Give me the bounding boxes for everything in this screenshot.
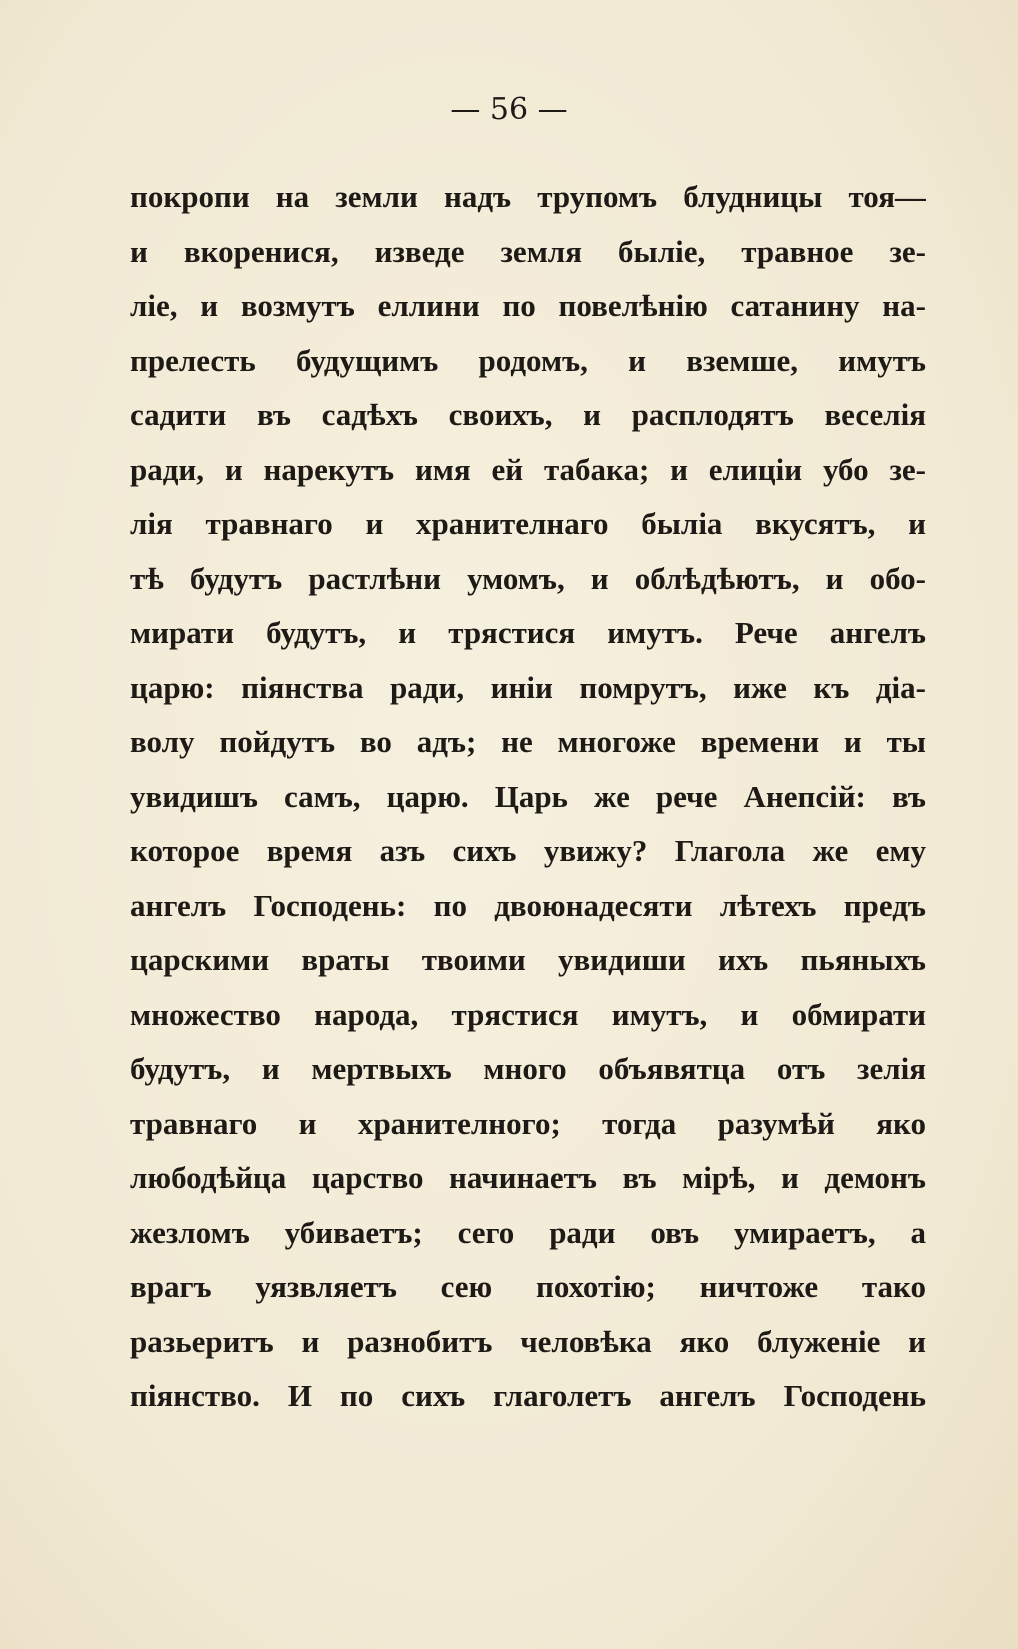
text-line: ради, и нарекутъ имя ей табака; и елицiи убо зе-: [130, 451, 926, 487]
text-line: волу пойдутъ во адъ; не многоже времени и ты: [130, 724, 926, 759]
text-line: мирати будутъ, и трястися имутъ. Рече ангелъ: [130, 615, 926, 650]
text-line: жезломъ убиваетъ; сего ради овъ умираетъ, а: [130, 1214, 926, 1250]
text-line: царю: піянства ради, иніи помрутъ, иже къ діа-: [130, 669, 926, 705]
text-line: травнаго и хранителного; тогда разумѣй яко: [130, 1105, 926, 1141]
text-line: покропи на земли надъ трупомъ блудницы тоя—: [130, 179, 926, 214]
text-line: лія травнаго и хранителнаго быліа вкусятъ, и: [130, 506, 926, 541]
text-line: тѣ будутъ растлѣни умомъ, и облѣдѣютъ, и обо-: [130, 560, 926, 596]
text-line: ангелъ Господень: по двоюнадесяти лѣтехъ предъ: [130, 887, 926, 923]
text-line: любодѣйца царство начинаетъ въ мірѣ, и демонъ: [130, 1160, 926, 1195]
text-line: множество народа, трястися имутъ, и обмирати: [130, 996, 926, 1032]
text-line: и вкоренися, изведе земля быліе, травное зе-: [130, 233, 926, 269]
text-line: будутъ, и мертвыхъ много объявятца отъ зелія: [130, 1051, 926, 1086]
page-number: — 56 —: [450, 92, 568, 127]
text-line: разьеритъ и разнобитъ человѣка яко блуженіе и: [130, 1323, 926, 1359]
text-line: царскими враты твоими увидиши ихъ пьяныхъ: [130, 942, 926, 977]
body-text: [130, 170, 926, 1424]
text-line: піянство. И по сихъ глаголетъ ангелъ Господень: [130, 1378, 926, 1413]
text-line: врагъ уязвляетъ сею похотію; ничтоже тако: [130, 1269, 926, 1304]
text-line: ліе, и возмутъ еллини по повелѣнію сатанину на-: [130, 288, 926, 323]
text-line: которое время азъ сихъ увижу? Глагола же ему: [130, 833, 926, 868]
text-line: прелесть будущимъ родомъ, и вземше, имутъ: [130, 342, 926, 378]
text-line: садити въ садѣхъ своихъ, и расплодятъ веселія: [130, 397, 926, 432]
text-line: увидишъ самъ, царю. Царь же рече Анепсій: въ: [130, 778, 926, 814]
